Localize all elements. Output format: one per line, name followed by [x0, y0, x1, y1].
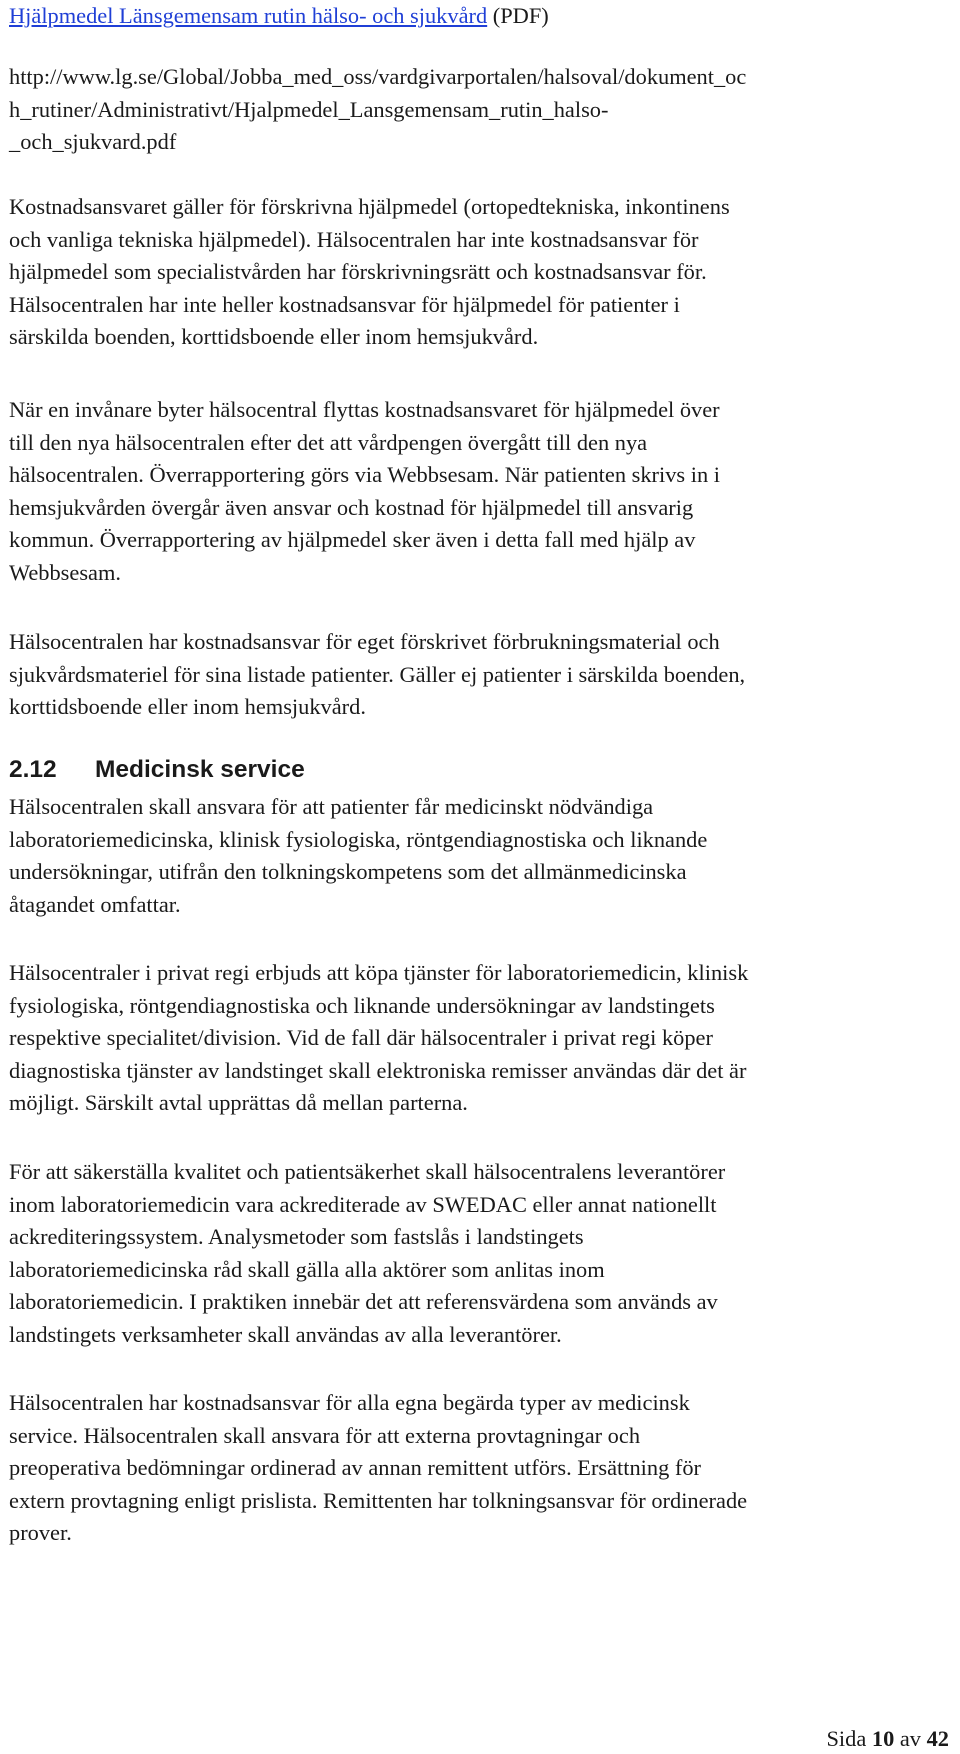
- current-page: 10: [871, 1726, 895, 1751]
- text-line: service. Hälsocentralen skall ansvara för att externa provtagningar och: [9, 1422, 641, 1448]
- paragraph-quality: [9, 1156, 725, 1351]
- text-line: Kostnadsansvaret gäller för förskrivna hjälpmedel (ortopedtekniska, inkontinens: [9, 194, 730, 219]
- text-line: särskilda boenden, korttidsboende eller inom hemsjukvård.: [9, 324, 539, 349]
- page-number: [826, 1725, 949, 1753]
- text-line: Hälsocentralen har inte heller kostnadsansvar för hjälpmedel för patienter i: [9, 291, 680, 317]
- text-line: inom laboratoriemedicin vara ackrediterade av SWEDAC eller annat nationellt: [9, 1191, 717, 1217]
- section-heading: [9, 752, 305, 788]
- document-link[interactable]: Hjälpmedel Länsgemensam rutin hälso- och sjukvård: [9, 3, 488, 28]
- url-text: [9, 61, 746, 159]
- text-line: respektive specialitet/division. Vid de fall där hälsocentraler i privat regi köper: [9, 1025, 713, 1050]
- text-line: till den nya hälsocentralen efter det att vårdpengen övergått till den nya: [9, 429, 648, 455]
- text-line: Hälsocentralen har kostnadsansvar för alla egna begärda typer av medicinsk: [9, 1390, 690, 1415]
- text-line: och vanliga tekniska hjälpmedel). Hälsocentralen har inte kostnadsansvar för: [9, 226, 699, 252]
- document-link-line: [9, 0, 549, 33]
- text-line: laboratoriemedicinska råd skall gälla alla aktörer som anlitas inom: [9, 1256, 605, 1282]
- text-line: kommun. Överrapportering av hjälpmedel sker även i detta fall med hjälp av: [9, 527, 696, 552]
- text-line: prover.: [9, 1520, 72, 1545]
- text-line: hjälpmedel som specialistvården har förskrivningsrätt och kostnadsansvar för.: [9, 259, 707, 284]
- page-number-prefix: Sida: [826, 1726, 872, 1751]
- text-line: extern provtagning enligt prislista. Remittenten har tolkningsansvar för ordinerade: [9, 1487, 748, 1513]
- paragraph-private-centres: [9, 957, 748, 1120]
- link-suffix: (PDF): [487, 3, 549, 28]
- paragraph-cost-service: [9, 1387, 747, 1550]
- text-line: fysiologiska, röntgendiagnostiska och liknande undersökningar av landstingets: [9, 992, 715, 1018]
- text-line: Hälsocentralen skall ansvara för att patienter får medicinskt nödvändiga: [9, 794, 654, 819]
- text-line: korttidsboende eller inom hemsjukvård.: [9, 694, 366, 719]
- url-line: h_rutiner/Administrativt/Hjalpmedel_Lansgemensam_rutin_halso-: [9, 96, 609, 122]
- text-line: åtagandet omfattar.: [9, 891, 181, 917]
- page-number-middle: av: [894, 1726, 927, 1751]
- paragraph-medical-service: [9, 791, 707, 921]
- url-line: _och_sjukvard.pdf: [9, 129, 177, 154]
- url-line: http://www.lg.se/Global/Jobba_med_oss/vardgivarportalen/halsoval/dokument_oc: [9, 64, 747, 89]
- section-number: 2.12: [9, 756, 57, 783]
- text-line: Hälsocentralen har kostnadsansvar för eget förskrivet förbrukningsmaterial och: [9, 629, 720, 654]
- text-line: preoperativa bedömningar ordinerad av annan remittent utförs. Ersättning för: [9, 1455, 701, 1480]
- text-line: hälsocentralen. Överrapportering görs via Webbsesam. När patienten skrivs in i: [9, 462, 720, 487]
- text-line: laboratoriemedicinska, klinisk fysiologiska, röntgendiagnostiska och liknande: [9, 826, 708, 852]
- text-line: När en invånare byter hälsocentral flyttas kostnadsansvaret för hjälpmedel över: [9, 397, 720, 422]
- text-line: Webbsesam.: [9, 559, 121, 585]
- text-line: hemsjukvården övergår även ansvar och kostnad för hjälpmedel till ansvarig: [9, 494, 694, 520]
- total-pages: 42: [926, 1726, 949, 1751]
- text-line: laboratoriemedicin. I praktiken innebär det att referensvärdena som används av: [9, 1289, 718, 1314]
- text-line: sjukvårdsmateriel för sina listade patienter. Gäller ej patienter i särskilda boenden,: [9, 661, 746, 687]
- text-line: diagnostiska tjänster av landstinget skall elektroniska remisser användas där det är: [9, 1057, 747, 1083]
- paragraph-consumables: [9, 626, 745, 724]
- text-line: Hälsocentraler i privat regi erbjuds att köpa tjänster för laboratoriemedicin, klinisk: [9, 960, 749, 985]
- text-line: landstingets verksamheter skall användas av alla leverantörer.: [9, 1321, 562, 1347]
- section-title: Medicinsk service: [95, 756, 305, 783]
- paragraph-changing-centre: [9, 394, 720, 589]
- text-line: undersökningar, utifrån den tolkningskompetens som det allmänmedicinska: [9, 859, 687, 884]
- text-line: För att säkerställa kvalitet och patientsäkerhet skall hälsocentralens leverantörer: [9, 1159, 726, 1184]
- paragraph-cost-responsibility: [9, 191, 730, 354]
- text-line: möjligt. Särskilt avtal upprättas då mellan parterna.: [9, 1090, 468, 1115]
- text-line: ackrediteringssystem. Analysmetoder som fastslås i landstingets: [9, 1224, 584, 1249]
